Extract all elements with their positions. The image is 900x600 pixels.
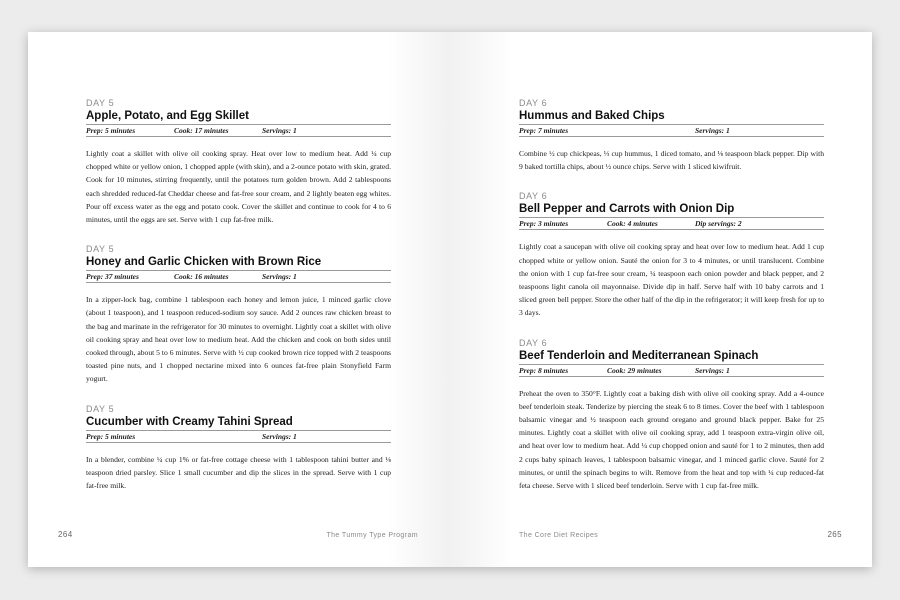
servings: Servings: 1: [695, 365, 730, 375]
cook-time: [607, 125, 695, 136]
recipe-meta: [519, 218, 824, 230]
recipe-cucumber-tahini-spread: [86, 404, 391, 493]
running-title: The Tummy Type Program: [326, 532, 418, 539]
prep-time: Prep: 5 minutes: [86, 431, 136, 441]
cook-time: Cook: 17 minutes: [174, 126, 229, 135]
recipe-instructions: Lightly coat a saucepan with olive oil cooking spray and heat over low to medium heat. Add 1 cup chopped white or yellow onion. Sauté the onion for 3 to 4 minutes, or until translucent. Combine the onion with 1 cup fat-free sour cream, ¼ teaspoon each onion powder and black pepper, and 2 teaspoons light canola oil mayonnaise. Divide dip in half. Serve half with 10 baby carrots and 1 sliced green bell pepper. Store the other half of the dip in the refrigerator; it will keep fresh for up to 3 days.: [519, 242, 824, 318]
day-label: DAY 6: [519, 191, 548, 202]
day-label: DAY 6: [519, 98, 548, 108]
recipe-title: Apple, Potato, and Egg Skillet: [86, 109, 391, 125]
page-number: 265: [827, 530, 842, 539]
cook-time: Cook: 29 minutes: [607, 365, 662, 375]
running-title: The Core Diet Recipes: [519, 532, 599, 539]
recipe-title: Beef Tenderloin and Mediterranean Spinach: [519, 349, 824, 365]
servings: Dip servings: 2: [695, 219, 742, 229]
recipe-beef-tenderloin-spinach: [519, 338, 824, 493]
book-spread: [28, 32, 872, 567]
day-label: DAY 5: [86, 98, 115, 108]
recipe-meta: [86, 271, 391, 283]
right-page-content: [519, 98, 824, 510]
servings: Servings: 1: [262, 272, 297, 282]
prep-time: Prep: 5 minutes: [86, 126, 136, 135]
recipe-meta: [519, 365, 824, 377]
prep-time: Prep: 7 minutes: [519, 126, 569, 135]
recipe-honey-garlic-chicken: [86, 244, 391, 385]
recipe-title: Cucumber with Creamy Tahini Spread: [86, 415, 391, 431]
recipe-instructions: Lightly coat a skillet with olive oil cooking spray. Heat over low to medium heat. Add ¼ cup chopped white or yellow onion, 1 chopped apple (with skin), and a 2-ounce potato with skin, grated. Cook for 10 minutes, stirring frequently, until the potatoes turn golden brown. Add 2 tablespoons each shredded reduced-fat Cheddar cheese and fat-free sour cream, and 2 lightly beaten egg whites. Pour off excess water as the egg and potato cook. Cover the skillet and continue to cook for 4 to 6 minutes, until the eggs are set. Serve with 1 cup fat-free milk.: [86, 149, 391, 225]
right-page: [450, 32, 872, 567]
recipe-hummus-baked-chips: [519, 98, 824, 173]
left-page-content: [86, 98, 391, 510]
recipe-apple-potato-egg-skillet: [86, 98, 391, 226]
recipe-title: Hummus and Baked Chips: [519, 109, 824, 125]
page-number: 264: [58, 530, 73, 539]
day-label: DAY 5: [86, 403, 115, 414]
cook-time: [174, 431, 262, 442]
recipe-instructions: In a zipper-lock bag, combine 1 tablespoon each honey and lemon juice, 1 minced garlic clove (about 1 teaspoon), and 1 teaspoon reduced-sodium soy sauce. Add 2 ounces raw chicken breast to the bag and marinate in the refrigerator for 30 minutes to overnight. Lightly coat a skillet with olive oil cooking spray and heat over low to medium heat. Add the chicken and cook on both sides until cooked through, about 5 to 6 minutes. Serve with ½ cup cooked brown rice topped with 2 teaspoons toasted pine nuts, and 1 chopped nectarine mixed into 6 ounces fat-free plain Stonyfield Farm yogurt.: [86, 295, 391, 384]
recipe-instructions: In a blender, combine ¼ cup 1% or fat-free cottage cheese with 1 tablespoon tahini butter and ⅛ teaspoon dried parsley. Slice 1 small cucumber and dip the slices in the spread. Serve with 1 cup fat-free milk.: [86, 454, 391, 491]
recipe-instructions: Combine ½ cup chickpeas, ⅓ cup hummus, 1 diced tomato, and ⅛ teaspoon black pepper. Dip with 9 baked tortilla chips, about ½ ounce chips. Serve with 1 sliced kiwifruit.: [519, 149, 824, 172]
cook-time: Cook: 4 minutes: [607, 219, 658, 229]
day-label: DAY 5: [86, 244, 115, 255]
prep-time: Prep: 37 minutes: [86, 272, 139, 282]
recipe-instructions: Preheat the oven to 350°F. Lightly coat a baking dish with olive oil cooking spray. Add a 4-ounce beef tenderloin steak. Tenderize by piercing the steak 6 to 8 times. Cover the beef with 1 tablespoon balsamic vinegar and ½ teaspoon each ground oregano and ground black pepper. Bake for 25 minutes. Lightly coat a skillet with olive oil cooking spray, add 1 teaspoon extra-virgin olive oil, and heat over low to medium heat. Add ¼ cup chopped onion and sauté for 1 to 2 minutes, then add 2 cups baby spinach leaves, 1 tablespoon balsamic vinegar, and 1 minced garlic clove. Sauté for 2 minutes, or until the spinach begins to wilt. Remove from the heat and top with ¼ cup reduced-fat feta cheese. Serve with 1 sliced beef tenderloin. Serve with 1 cup fat-free milk.: [519, 388, 824, 491]
recipe-title: Bell Pepper and Carrots with Onion Dip: [519, 202, 824, 218]
prep-time: Prep: 3 minutes: [519, 219, 569, 229]
day-label: DAY 6: [519, 337, 548, 348]
cook-time: Cook: 16 minutes: [174, 272, 229, 282]
recipe-meta: [519, 125, 824, 137]
recipe-meta: [86, 431, 391, 443]
servings: Servings: 1: [262, 431, 297, 441]
servings: Servings: 1: [695, 126, 730, 135]
recipe-meta: [86, 125, 391, 137]
left-page: [28, 32, 450, 567]
recipe-title: Honey and Garlic Chicken with Brown Rice: [86, 255, 391, 271]
servings: Servings: 1: [262, 126, 297, 135]
recipe-bell-pepper-carrots-onion-dip: [519, 191, 824, 319]
prep-time: Prep: 8 minutes: [519, 365, 569, 375]
